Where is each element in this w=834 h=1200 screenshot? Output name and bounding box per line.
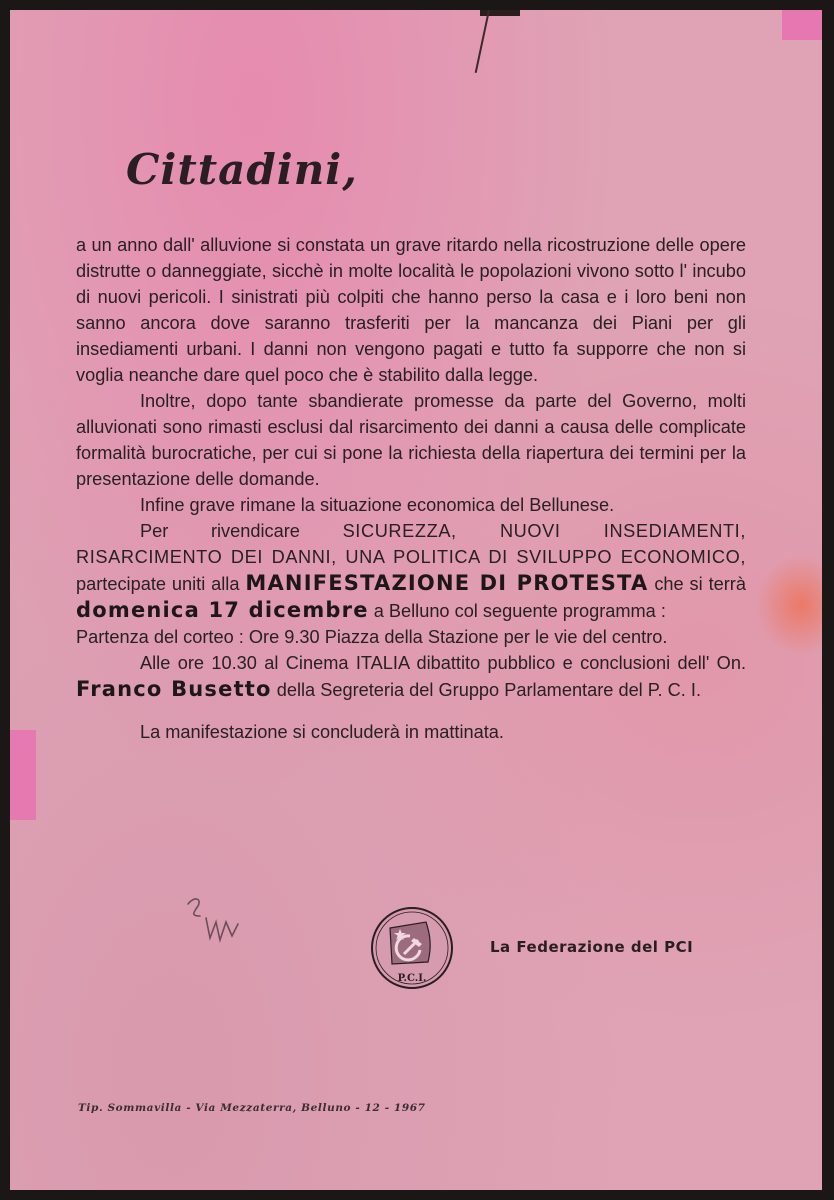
emblem-label: P.C.I. bbox=[397, 973, 427, 984]
paragraph-compensation: Inoltre, dopo tante sbandierate promesse da parte del Governo, molti alluvionati sono rimasti esclusi dal risarcimento dei danni a causa delle complicate formalità burocratiche, per cui si pone la richiesta della riapertura dei termini per la presentazione delle domande. bbox=[76, 391, 746, 489]
printer-imprint: Tip. Sommavilla - Via Mezzaterra, Belluno - 12 - 1967 bbox=[78, 1102, 426, 1114]
event-name: MANIFESTAZIONE DI PROTESTA bbox=[245, 571, 649, 595]
debate-tail: della Segreteria del Gruppo Parlamentare del P. C. I. bbox=[276, 680, 702, 700]
event-date: domenica 17 dicembre bbox=[76, 598, 369, 622]
handwritten-mark bbox=[180, 892, 250, 952]
demand-mid: partecipate uniti alla bbox=[76, 574, 240, 594]
salutation: Cittadini, bbox=[126, 145, 358, 194]
pci-emblem-icon bbox=[370, 906, 454, 990]
pink-stain bbox=[10, 730, 36, 820]
demand-mid2: che si terrà bbox=[654, 574, 746, 594]
demands: SICUREZZA, NUOVI INSEDIAMENTI, RISARCIMENTO DEI DANNI, UNA POLITICA DI SVILUPPO ECONOMICO, bbox=[76, 521, 746, 567]
signature: La Federazione del PCI bbox=[490, 938, 694, 956]
pink-stain bbox=[782, 10, 822, 40]
demand-tail: a Belluno col seguente programma : bbox=[373, 601, 666, 621]
paragraph-damage: a un anno dall' alluvione si constata un grave ritardo nella ricostruzione delle opere distrutte o danneggiate, sicchè in molte località le popolazioni vivono sotto l' incubo di nuovi pericoli. I sinistrati più colpiti che hanno perso la casa e i loro beni non sanno ancora dove saranno trasferiti per la mancanza dei Piani per gli insediamenti urbani. I danni non vengono pagati e tutto fa supporre che non si voglia neanche dare quel poco che è stabilito dalla legge. bbox=[76, 235, 746, 385]
paragraph-economy: Infine grave rimane la situazione economica del Bellunese. bbox=[140, 495, 615, 515]
demand-lead: Per rivendicare bbox=[140, 521, 300, 541]
poster-body bbox=[76, 232, 746, 745]
orange-stain bbox=[752, 550, 822, 660]
closing-note: La manifestazione si concluderà in mattinata. bbox=[140, 722, 504, 742]
programme-march: Partenza del corteo : Ore 9.30 Piazza della Stazione per le vie del centro. bbox=[76, 627, 668, 647]
paragraph-call-to-action bbox=[76, 518, 746, 624]
spacer bbox=[76, 703, 746, 719]
speaker-name: Franco Busetto bbox=[76, 677, 272, 701]
programme-debate bbox=[76, 650, 746, 703]
debate-lead: Alle ore 10.30 al Cinema ITALIA dibattito pubblico e conclusioni dell' On. bbox=[140, 653, 746, 673]
